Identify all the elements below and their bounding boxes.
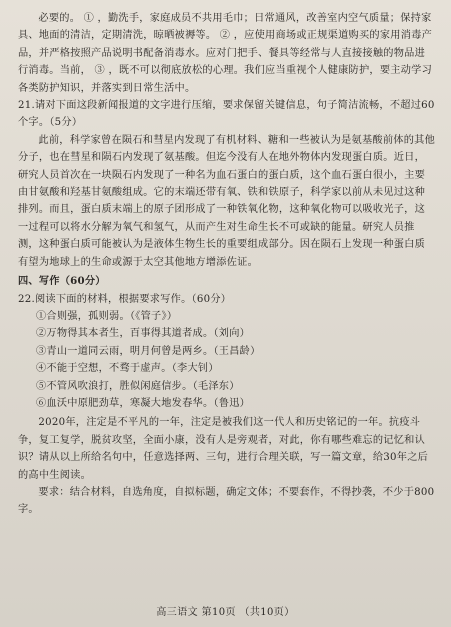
quote-item: ③青山一道同云雨，明月何曾是两乡。（王昌龄） bbox=[36, 345, 261, 357]
question-22-stem: 22.阅读下面的材料，根据要求写作。（60分） bbox=[18, 293, 232, 305]
section-writing-heading: 四、写作（60分） bbox=[18, 275, 106, 288]
top-paragraph: 必要的。 ① ，勤洗手，家庭成员不共用毛巾；日常通风，改善室内空气质量；保持家具、地面的清洁，定期清洗，晾晒被褥等。 ② ，应使用商场或正规渠道购买的家用消毒产品，并严格按照产品说明书配备消毒水。应对门把手、餐具等经常与人直接接触的物品进行消毒。当前， ③ ，既不可以彻底放松的心理。我们应当重视个人健康防护，要主动学习各类防护知识，并落实到日常生活中。 bbox=[18, 13, 433, 94]
question-21-stem: 21.请对下面这段新闻报道的文字进行压缩，要求保留关键信息，句子简洁流畅，不超过60个字。（5分） bbox=[18, 100, 435, 129]
quote-item: ②万物得其本者生，百事得其道者成。（刘向） bbox=[36, 328, 251, 340]
essay-requirements: 要求：结合材料，自选角度，自拟标题，确定文体；不要套作，不得抄袭，不少于800字。 bbox=[18, 486, 435, 516]
quote-item: ⑤不管风吹浪打，胜似闲庭信步。（毛泽东） bbox=[36, 380, 240, 392]
quote-item: ④不能于空想，不骛于虚声。（李大钊） bbox=[36, 363, 219, 375]
question-21-passage: 此前，科学家曾在陨石和彗星内发现了有机材料、糖和一些被认为是氨基酸前体的其他分子，也在彗星和陨石内发现了氨基酸。但迄今没有人在地外物体内发现蛋白质。近日，研究人员首次在一块陨石内发现了一种名为血石蛋白的蛋白质，这个血石蛋白很小，主要由甘氨酸和羟基甘氨酸组成。它的末端还带有氧、铁和铁原子，科学家以前从未见过这种排列。而且，蛋白质末端上的原子团形成了一种铁氧化物，这种氧化物可以吸收光子，这一过程可以将水分解为氧气和氢气，从而产生对生命生长不可或缺的能量。研究人员推测，这种蛋白质可能被认为是液体生物生长的重要组成部分。因在陨石上发现一种蛋白质有望为地球上的生命或源于太空其他地方增添佐证。 bbox=[18, 134, 436, 268]
essay-prompt: 2020年，注定是不平凡的一年，注定是被我们这一代人和历史铭记的一年。抗疫斗争，复工复学，脱贫攻坚，全面小康，没有人是旁观者，对此，你有哪些难忘的记忆和认识？请从以上所给名句中，任意选择两、三句，进行合理关联，写一篇文章，给30年之后的高中生阅读。 bbox=[18, 417, 429, 481]
quote-item: ①合则强，孤则弱。（《管子》） bbox=[36, 310, 178, 322]
page-footer: 高三语文 第10页 （共10页） bbox=[156, 606, 295, 618]
quote-list bbox=[18, 308, 435, 412]
quote-item: ⑥血沃中原肥劲草，寒凝大地发春华。（鲁迅） bbox=[36, 397, 251, 409]
